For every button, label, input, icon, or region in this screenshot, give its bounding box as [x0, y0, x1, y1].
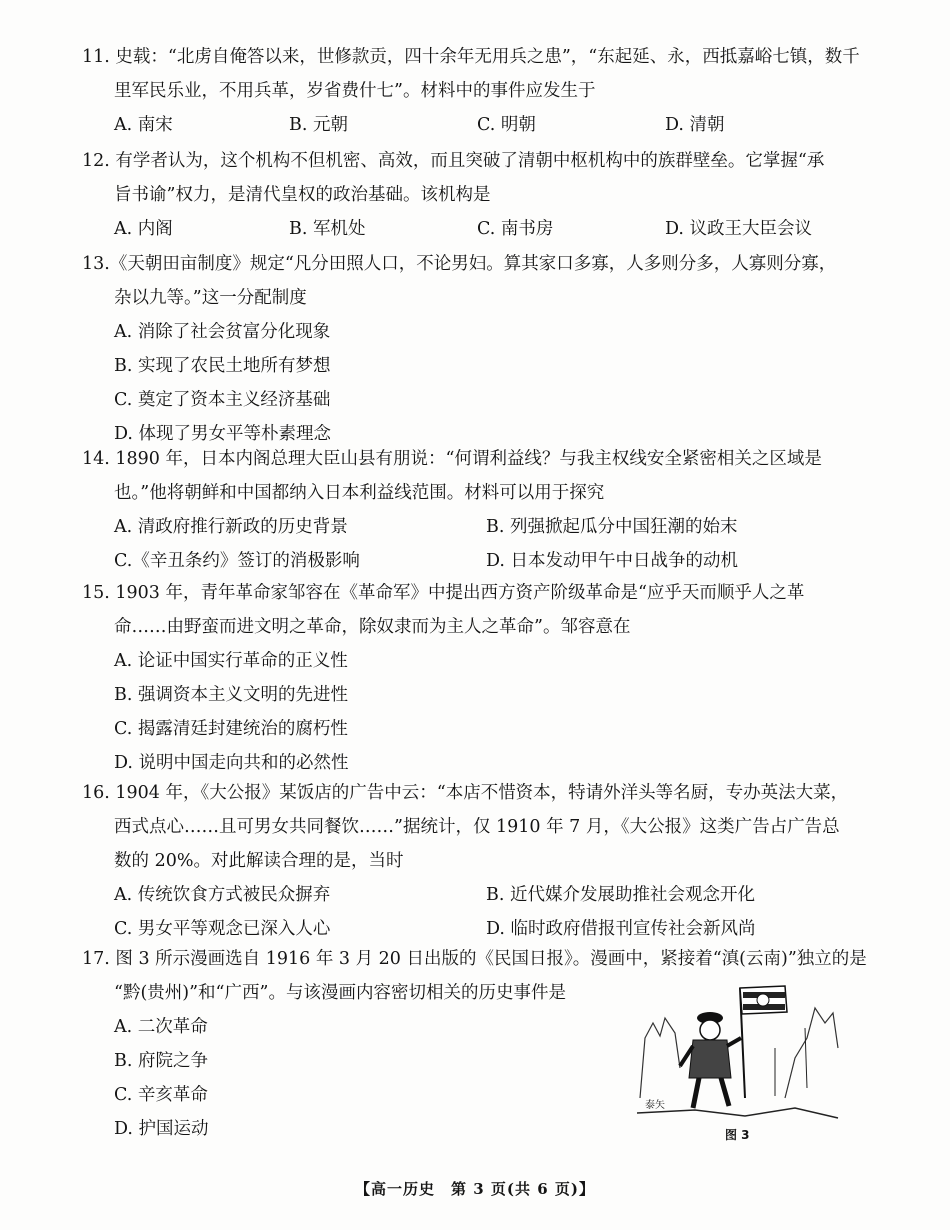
question-stem	[82, 40, 860, 108]
stem-line: 14. 1890 年，日本内阁总理大臣山县有朋说：“何谓利益线？与我主权线安全紧密相关之区域是	[82, 449, 822, 469]
option-d[interactable]: D. 日本发动甲午中日战争的动机	[486, 551, 739, 571]
option-a[interactable]: A. 内阁	[114, 219, 173, 239]
option-b[interactable]: B. 实现了农民土地所有梦想	[114, 356, 331, 376]
option-b[interactable]: B. 元朝	[289, 115, 348, 135]
option-c[interactable]: C. 揭露清廷封建统治的腐朽性	[114, 719, 348, 739]
question-stem	[82, 576, 852, 644]
stem-line: 16. 1904 年，《大公报》某饭店的广告中云：“本店不惜资本，特请外洋头等名厨，专办英法大菜，	[82, 783, 849, 803]
options	[82, 212, 852, 246]
page-footer: 【高一历史 第 3 页(共 6 页)】	[355, 1180, 595, 1198]
option-b[interactable]: B. 强调资本主义文明的先进性	[114, 685, 348, 705]
leg-icon	[693, 1078, 699, 1108]
arm-icon	[727, 1038, 741, 1046]
option-d[interactable]: D. 说明中国走向共和的必然性	[114, 753, 349, 773]
stem-line: 杂以九等。”这一分配制度	[114, 288, 307, 308]
question-15	[82, 576, 852, 780]
option-c[interactable]: C. 明朝	[477, 115, 536, 135]
option-a[interactable]: A. 传统饮食方式被民众摒弃	[114, 885, 331, 905]
cartoon-signature: 泰矢	[645, 1100, 665, 1111]
option-d[interactable]: D. 体现了男女平等朴素理念	[114, 424, 332, 444]
option-b[interactable]: B. 列强掀起瓜分中国狂潮的始末	[486, 517, 738, 537]
mountain-left	[640, 1018, 680, 1098]
stem-line: 西式点心……且可男女共同餐饮……”据统计，仅 1910 年 7 月，《大公报》这类广告占广告总	[114, 817, 840, 837]
options	[82, 644, 852, 780]
option-d[interactable]: D. 清朝	[665, 115, 725, 135]
question-stem	[82, 144, 852, 212]
option-b[interactable]: B. 军机处	[289, 219, 366, 239]
question-stem	[82, 776, 852, 878]
options	[82, 315, 852, 451]
stem-line: 17. 图 3 所示漫画选自 1916 年 3 月 20 日出版的《民国日报》。漫画中，紧接着“滇(云南)”独立的是	[82, 949, 867, 969]
question-stem	[82, 442, 852, 510]
figure-caption: 图 3	[725, 1128, 750, 1142]
mountain-right	[785, 1008, 838, 1098]
option-c[interactable]: C. 男女平等观念已深入人心	[114, 919, 331, 939]
option-d[interactable]: D. 护国运动	[114, 1119, 209, 1139]
option-d[interactable]: D. 临时政府借报刊宣传社会新风尚	[486, 919, 756, 939]
option-a[interactable]: A. 清政府推行新政的历史背景	[114, 517, 348, 537]
question-14	[82, 442, 852, 578]
question-13	[82, 247, 852, 451]
question-stem	[82, 247, 852, 315]
option-c[interactable]: C.《辛丑条约》签订的消极影响	[114, 551, 360, 571]
stem-line: “黔(贵州)”和“广西”。与该漫画内容密切相关的历史事件是	[114, 983, 566, 1003]
option-d[interactable]: D. 议政王大臣会议	[665, 219, 813, 239]
options	[82, 510, 852, 578]
ground-line	[637, 1108, 838, 1118]
option-a[interactable]: A. 论证中国实行革命的正义性	[114, 651, 348, 671]
option-b[interactable]: B. 近代媒介发展助推社会观念开化	[486, 885, 755, 905]
option-a[interactable]: A. 消除了社会贫富分化现象	[114, 322, 331, 342]
body-icon	[689, 1040, 731, 1078]
option-c[interactable]: C. 南书房	[477, 219, 554, 239]
option-a[interactable]: A. 二次革命	[114, 1017, 208, 1037]
option-a[interactable]: A. 南宋	[114, 115, 173, 135]
stem-line: 也。”他将朝鲜和中国都纳入日本利益线范围。材料可以用于探究	[114, 483, 605, 503]
question-11	[82, 40, 860, 142]
stem-line: 11. 史载：“北虏自俺答以来，世修款贡，四十余年无用兵之患”，“东起延、永，西抵嘉峪七镇，数千	[82, 47, 860, 67]
stem-line: 里军民乐业，不用兵革，岁省费什七”。材料中的事件应发生于	[114, 81, 596, 101]
head-icon	[700, 1020, 720, 1040]
stem-line: 15. 1903 年，青年革命家邹容在《革命军》中提出西方资产阶级革命是“应乎天而顺乎人之革	[82, 583, 805, 603]
stem-line: 命……由野蛮而进文明之革命，除奴隶而为主人之革命”。邹容意在	[114, 617, 631, 637]
flag-emblem	[757, 994, 769, 1006]
stem-line: 旨书谕”权力，是清代皇权的政治基础。该机构是	[114, 185, 491, 205]
stem-line: 数的 20%。对此解读合理的是，当时	[114, 851, 404, 871]
option-b[interactable]: B. 府院之争	[114, 1051, 208, 1071]
option-c[interactable]: C. 奠定了资本主义经济基础	[114, 390, 331, 410]
question-16	[82, 776, 852, 946]
question-12	[82, 144, 852, 246]
stem-line: 12. 有学者认为，这个机构不但机密、高效，而且突破了清朝中枢机构中的族群壁垒。它掌握“承	[82, 151, 825, 171]
options	[82, 108, 852, 142]
cartoon-figure	[635, 978, 840, 1128]
options	[82, 878, 852, 946]
stem-line: 13.《天朝田亩制度》规定“凡分田照人口，不论男妇。算其家口多寡，人多则分多，人寡则分寡，	[82, 254, 837, 274]
option-c[interactable]: C. 辛亥革命	[114, 1085, 208, 1105]
leg-icon	[721, 1078, 729, 1106]
